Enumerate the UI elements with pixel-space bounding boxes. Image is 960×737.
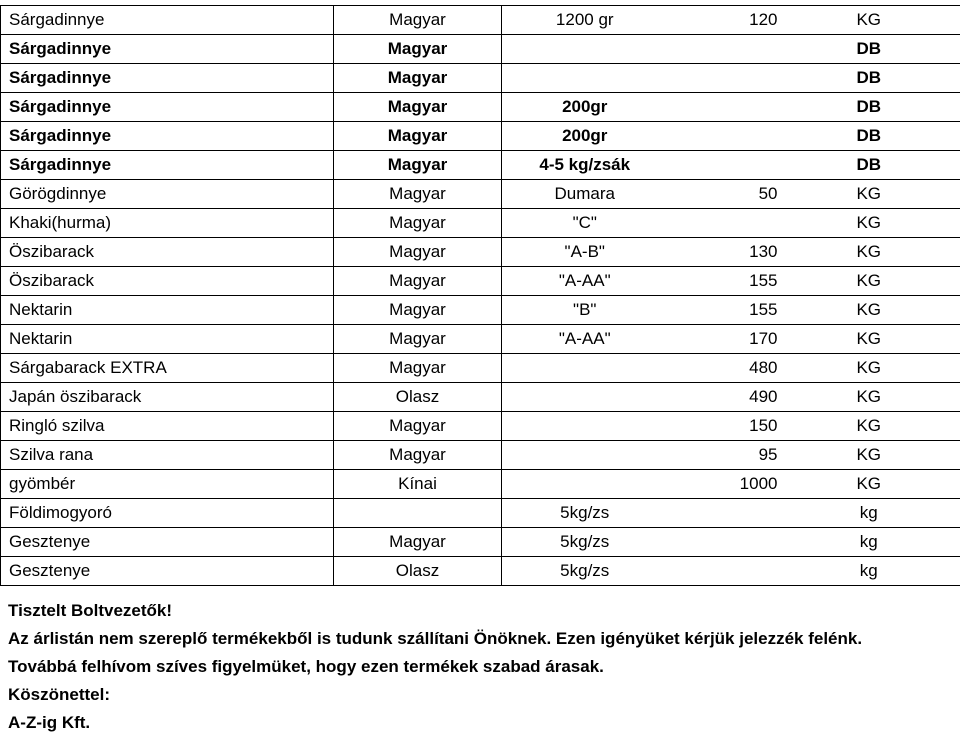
origin-cell: Magyar [334,209,502,238]
origin-cell: Magyar [334,93,502,122]
price-cell [668,557,778,586]
spec-cell [502,35,668,64]
price-cell [668,499,778,528]
spec-cell: Dumara [502,180,668,209]
origin-cell: Magyar [334,325,502,354]
product-name-cell: Szilva rana [1,441,334,470]
price-cell [668,209,778,238]
price-cell [668,151,778,180]
thanks-text: Köszönettel: [8,681,958,709]
spec-cell: 5kg/zs [502,528,668,557]
unit-cell: DB [778,93,960,122]
table-row [1,412,960,441]
spec-cell: 4-5 kg/zsák [502,151,668,180]
greeting-text: Tisztelt Boltvezetők! [8,597,958,625]
origin-cell: Olasz [334,557,502,586]
table-row [1,209,960,238]
product-name-cell: Gesztenye [1,528,334,557]
origin-cell: Magyar [334,122,502,151]
unit-cell: KG [778,209,960,238]
price-cell: 120 [668,6,778,35]
spec-cell [502,354,668,383]
spec-cell [502,441,668,470]
table-row [1,528,960,557]
product-name-cell: gyömbér [1,470,334,499]
spec-cell: 1200 gr [502,6,668,35]
unit-cell: kg [778,499,960,528]
price-list-table [0,5,960,586]
spec-cell: 5kg/zs [502,557,668,586]
origin-cell: Magyar [334,267,502,296]
product-name-cell: Nektarin [1,325,334,354]
price-cell: 130 [668,238,778,267]
origin-cell: Kínai [334,470,502,499]
product-name-cell: Sárgadinnye [1,122,334,151]
price-cell: 170 [668,325,778,354]
price-cell: 150 [668,412,778,441]
notes-block [8,597,958,737]
spec-cell: "B" [502,296,668,325]
spec-cell [502,383,668,412]
table-row [1,557,960,586]
origin-cell: Magyar [334,354,502,383]
table-row [1,499,960,528]
product-name-cell: Sárgadinnye [1,6,334,35]
unit-cell: DB [778,122,960,151]
spec-cell [502,412,668,441]
product-name-cell: Gesztenye [1,557,334,586]
product-name-cell: Nektarin [1,296,334,325]
product-name-cell: Földimogyoró [1,499,334,528]
signature-text: A-Z-ig Kft. [8,709,958,737]
origin-cell: Magyar [334,151,502,180]
table-row [1,35,960,64]
unit-cell: KG [778,180,960,209]
origin-cell: Magyar [334,180,502,209]
unit-cell: DB [778,151,960,180]
origin-cell: Magyar [334,441,502,470]
origin-cell: Magyar [334,238,502,267]
origin-cell: Olasz [334,383,502,412]
table-row [1,267,960,296]
spec-cell: "A-AA" [502,325,668,354]
table-row [1,441,960,470]
notes-line-2: Továbbá felhívom szíves figyelmüket, hogy ezen termékek szabad árasak. [8,653,958,681]
product-name-cell: Sárgabarack EXTRA [1,354,334,383]
price-cell: 155 [668,267,778,296]
product-name-cell: Görögdinnye [1,180,334,209]
table-row [1,180,960,209]
spec-cell: 200gr [502,122,668,151]
product-name-cell: Öszibarack [1,238,334,267]
table-row [1,93,960,122]
unit-cell: kg [778,528,960,557]
price-cell: 95 [668,441,778,470]
unit-cell: KG [778,296,960,325]
spec-cell: 5kg/zs [502,499,668,528]
spec-cell [502,64,668,93]
product-name-cell: Japán öszibarack [1,383,334,412]
unit-cell: KG [778,354,960,383]
spec-cell: "C" [502,209,668,238]
price-list-body [1,6,960,586]
unit-cell: DB [778,35,960,64]
unit-cell: KG [778,6,960,35]
product-name-cell: Ringló szilva [1,412,334,441]
unit-cell: KG [778,267,960,296]
origin-cell: Magyar [334,412,502,441]
table-row [1,151,960,180]
unit-cell: DB [778,64,960,93]
product-name-cell: Sárgadinnye [1,93,334,122]
unit-cell: KG [778,441,960,470]
origin-cell: Magyar [334,6,502,35]
price-cell [668,122,778,151]
spec-cell: 200gr [502,93,668,122]
price-cell [668,35,778,64]
origin-cell: Magyar [334,35,502,64]
price-cell: 490 [668,383,778,412]
unit-cell: KG [778,412,960,441]
origin-cell: Magyar [334,64,502,93]
spec-cell: "A-B" [502,238,668,267]
unit-cell: kg [778,557,960,586]
unit-cell: KG [778,383,960,412]
table-row [1,296,960,325]
spec-cell [502,470,668,499]
origin-cell: Magyar [334,528,502,557]
unit-cell: KG [778,325,960,354]
price-cell [668,64,778,93]
price-cell: 155 [668,296,778,325]
price-cell: 50 [668,180,778,209]
origin-cell: Magyar [334,296,502,325]
table-row [1,238,960,267]
price-cell [668,528,778,557]
unit-cell: KG [778,470,960,499]
product-name-cell: Khaki(hurma) [1,209,334,238]
table-row [1,383,960,412]
table-row [1,470,960,499]
product-name-cell: Sárgadinnye [1,64,334,93]
notes-line-1: Az árlistán nem szereplő termékekből is tudunk szállítani Önöknek. Ezen igényüket kérjük jelezzék felénk. [8,625,958,653]
price-cell [668,93,778,122]
spec-cell: "A-AA" [502,267,668,296]
price-cell: 1000 [668,470,778,499]
product-name-cell: Sárgadinnye [1,151,334,180]
table-row [1,6,960,35]
origin-cell [334,499,502,528]
table-row [1,354,960,383]
table-row [1,122,960,151]
table-row [1,64,960,93]
product-name-cell: Sárgadinnye [1,35,334,64]
unit-cell: KG [778,238,960,267]
table-row [1,325,960,354]
product-name-cell: Öszibarack [1,267,334,296]
price-cell: 480 [668,354,778,383]
